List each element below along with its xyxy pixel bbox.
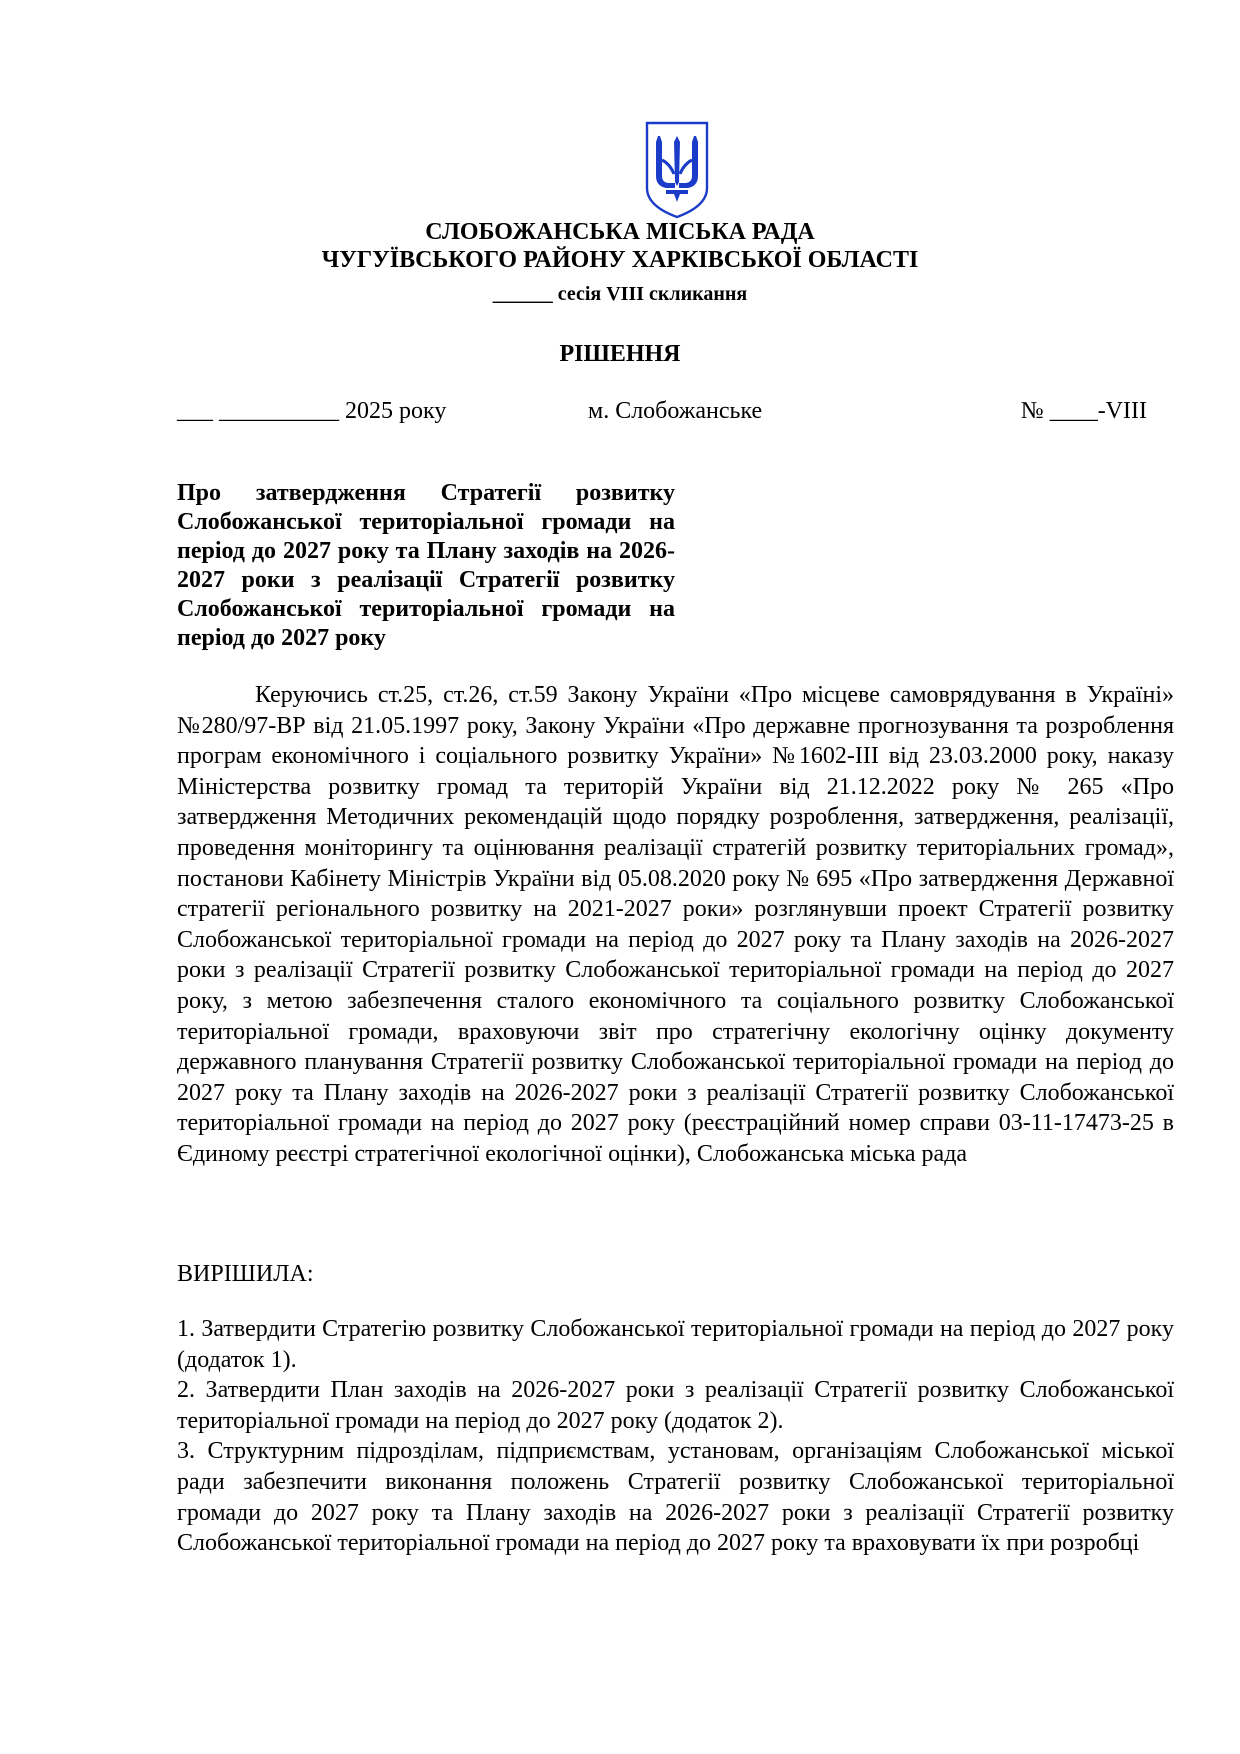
number-prefix: №	[1020, 398, 1044, 424]
preamble-paragraph: Керуючись ст.25, ст.26, ст.59 Закону України «Про місцеве самоврядування в Україні» №280/97-ВР від 21.05.1997 року, Закону України «Про державне прогнозування та розроблення програм економічного і соціального розвитку України» №1602-ІІІ від 23.03.2000 року, наказу Міністерства розвитку громад та територій України від 21.12.2022 року № 265 «Про затвердження Методичних рекомендацій щодо порядку розроблення, затвердження, реалізації, проведення моніторингу та оцінювання реалізації стратегій розвитку територіальних громад», постанови Кабінету Міністрів України від 05.08.2020 року № 695 «Про затвердження Державної стратегії регіонального розвитку на 2021-2027 роки» розглянувши проект Стратегії розвитку Слобожанської територіальної громади на період до 2027 року та Плану заходів на 2026-2027 роки з реалізації Стратегії розвитку Слобожанської територіальної громади на період до 2027 року, з метою забезпечення сталого економічного та соціального розвитку Слобожанської територіальної громади, враховуючи звіт про стратегічну екологічну оцінку документу державного планування Стратегії розвитку Слобожанської територіальної громади на період до 2027 року та Плану заходів на 2026-2027 роки з реалізації Стратегії розвитку Слобожанської територіальної громади на період до 2027 року (реєстраційний номер справи 03-11-17473-25 в Єдиному реєстрі стратегічної екологічної оцінки), Слобожанська міська рада	[177, 682, 1174, 1167]
decision-item-3: 3. Структурним підрозділам, підприємствам, установам, організаціям Слобожанської міської ради забезпечити виконання положень Стратегії розвитку Слобожанської територіальної громади до 2027 року та Плану заходів на 2026-2027 роки з реалізації Стратегії розвитку Слобожанської територіальної громади на період до 2027 року та враховувати їх при розробці	[177, 1438, 1174, 1557]
decision-items	[177, 1314, 1174, 1559]
resolved-heading: ВИРІШИЛА:	[177, 1261, 314, 1287]
decision-title: Про затвердження Стратегії розвитку Слобожанської територіальної громади на період до 2027 року та Плану заходів на 2026-2027 роки з реалізації Стратегії розвитку Слобожанської територіальної громади на період до 2027 року	[177, 480, 675, 651]
council-name: СЛОБОЖАНСЬКА МІСЬКА РАДА	[425, 219, 815, 245]
decision-meta-row	[177, 396, 1147, 426]
district-name: ЧУГУЇВСЬКОГО РАЙОНУ ХАРКІВСЬКОЇ ОБЛАСТІ	[321, 247, 919, 273]
trident-coat-of-arms-icon	[644, 120, 710, 220]
date-blank-month: __________	[219, 398, 339, 424]
decision-city: м. Слобожанське	[588, 398, 763, 424]
decision-item-1: 1. Затвердити Стратегію розвитку Слобожанської територіальної громади на період до 2027 року (додаток 1).	[177, 1316, 1174, 1373]
date-blank-day: ___	[177, 398, 213, 424]
decision-number	[1021, 396, 1147, 426]
number-suffix: -VIII	[1097, 398, 1147, 424]
session-line	[0, 280, 1240, 308]
session-text: сесія VIII скликання	[557, 283, 748, 305]
date-year: 2025 року	[345, 398, 447, 424]
decision-heading: РІШЕННЯ	[559, 341, 681, 367]
decision-item-2: 2. Затвердити План заходів на 2026-2027 роки з реалізації Стратегії розвитку Слобожанської територіальної громади на період до 2027 року (додаток 2).	[177, 1377, 1174, 1434]
session-blank: ______	[492, 283, 553, 305]
number-blank: ____	[1049, 398, 1098, 424]
decision-date	[177, 396, 446, 426]
